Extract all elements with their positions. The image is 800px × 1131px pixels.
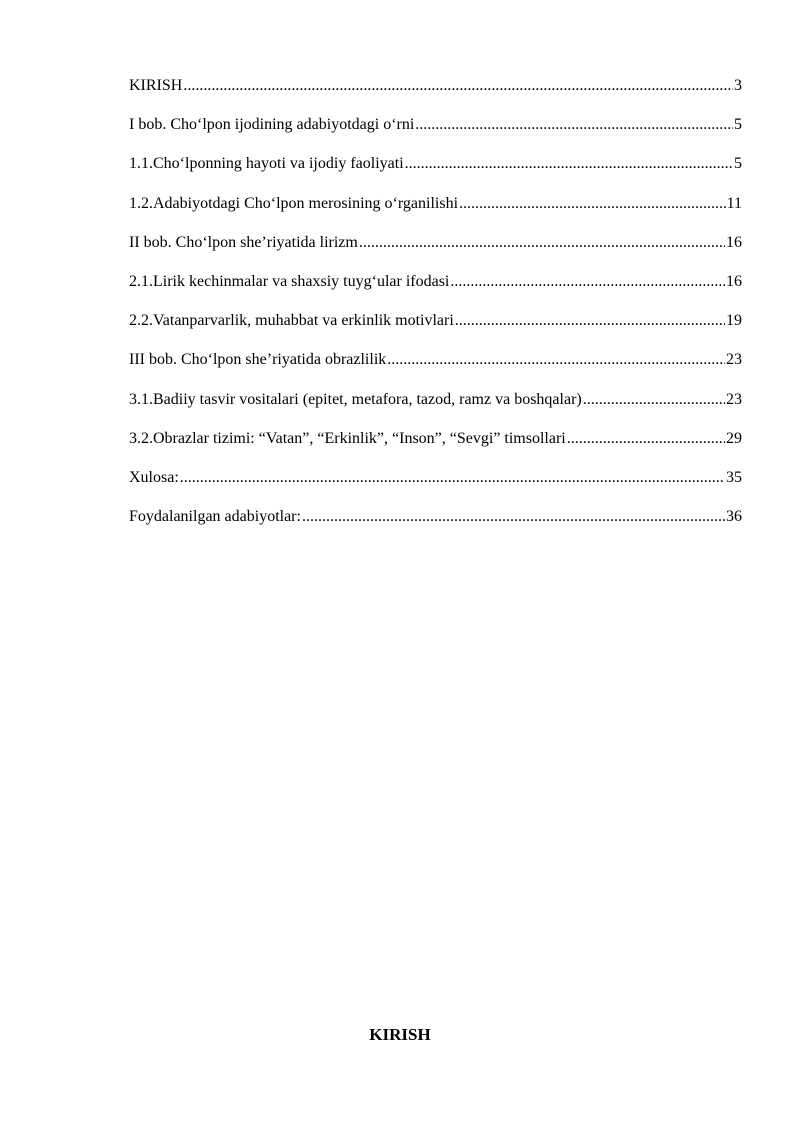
toc-entry-title: Xulosa: bbox=[129, 468, 179, 486]
toc-entry-title: 3.1.Badiiy tasvir vositalari (epitet, metafora, tazod, ramz va boshqalar) bbox=[129, 390, 582, 408]
toc-entry-page: 11 bbox=[726, 194, 742, 212]
toc-entry-title: 2.1.Lirik kechinmalar va shaxsiy tuyg‘ular ifodasi bbox=[129, 272, 450, 290]
toc-dot-leader bbox=[455, 311, 725, 331]
toc-entry-page: 5 bbox=[734, 155, 742, 173]
toc-entry-page: 5 bbox=[734, 116, 742, 134]
toc-entry-page: 3 bbox=[734, 77, 742, 94]
toc-entry-title: 1.2.Adabiyotdagi Cho‘lpon merosining o‘rganilishi bbox=[129, 194, 459, 212]
table-of-contents bbox=[129, 76, 742, 546]
toc-entry-references[interactable] bbox=[129, 507, 742, 546]
toc-dot-leader bbox=[387, 350, 725, 370]
toc-entry-chapter-3[interactable] bbox=[129, 350, 742, 389]
toc-entry-page: 19 bbox=[726, 312, 742, 330]
toc-entry-section-3-2[interactable] bbox=[129, 429, 742, 468]
toc-entry-title: 3.2.Obrazlar tizimi: “Vatan”, “Erkinlik”, “Inson”, “Sevgi” timsollari bbox=[129, 429, 566, 447]
toc-entry-title: 2.2.Vatanparvarlik, muhabbat va erkinlik motivlari bbox=[129, 312, 454, 330]
toc-entry-section-1-1[interactable] bbox=[129, 154, 742, 193]
toc-dot-leader bbox=[567, 429, 725, 449]
toc-dot-leader bbox=[459, 194, 726, 214]
toc-dot-leader bbox=[583, 390, 725, 410]
toc-entry-page: 35 bbox=[726, 468, 742, 486]
toc-entry-section-2-1[interactable] bbox=[129, 272, 742, 311]
toc-entry-title: III bob. Cho‘lpon she’riyatida obrazlilik bbox=[129, 351, 387, 369]
toc-dot-leader bbox=[405, 154, 733, 174]
toc-entry-kirish[interactable] bbox=[129, 76, 742, 115]
toc-entry-page: 16 bbox=[726, 272, 742, 290]
toc-entry-section-2-2[interactable] bbox=[129, 311, 742, 350]
section-heading: KIRISH bbox=[369, 1025, 431, 1044]
toc-entry-chapter-1[interactable] bbox=[129, 115, 742, 154]
toc-entry-title: I bob. Cho‘lpon ijodining adabiyotdagi o‘rni bbox=[129, 116, 415, 134]
toc-entry-xulosa[interactable] bbox=[129, 468, 742, 507]
toc-entry-section-1-2[interactable] bbox=[129, 194, 742, 233]
toc-entry-page: 36 bbox=[726, 508, 742, 526]
toc-dot-leader bbox=[183, 76, 733, 96]
toc-dot-leader bbox=[180, 468, 725, 488]
toc-entry-title: Foydalanilgan adabiyotlar: bbox=[129, 508, 301, 526]
toc-dot-leader bbox=[415, 115, 733, 135]
toc-dot-leader bbox=[450, 272, 725, 292]
toc-entry-page: 23 bbox=[726, 390, 742, 408]
toc-entry-section-3-1[interactable] bbox=[129, 390, 742, 429]
toc-dot-leader bbox=[302, 507, 725, 527]
toc-entry-page: 29 bbox=[726, 429, 742, 447]
toc-entry-page: 23 bbox=[726, 351, 742, 369]
toc-dot-leader bbox=[359, 233, 725, 253]
toc-entry-chapter-2[interactable] bbox=[129, 233, 742, 272]
toc-entry-title: KIRISH bbox=[129, 77, 183, 94]
toc-entry-page: 16 bbox=[726, 233, 742, 251]
toc-entry-title: II bob. Cho‘lpon she’riyatida lirizm bbox=[129, 233, 358, 251]
toc-entry-title: 1.1.Cho‘lponning hayoti va ijodiy faoliyati bbox=[129, 155, 404, 173]
